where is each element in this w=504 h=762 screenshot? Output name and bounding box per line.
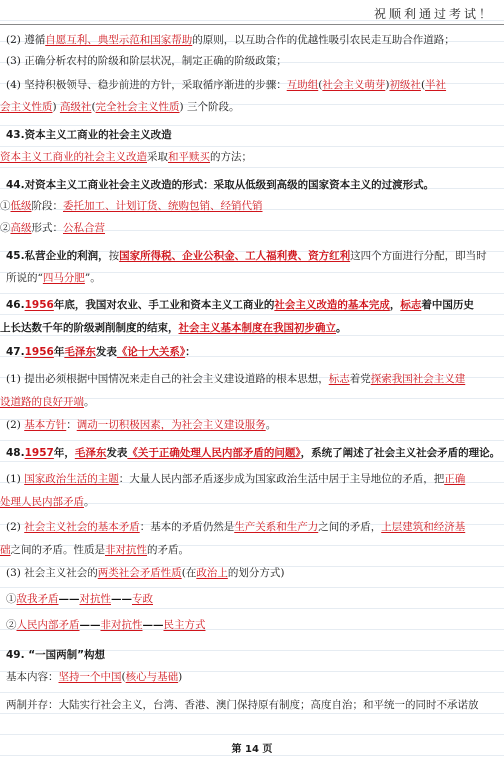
text-segment: 年， [53, 447, 75, 459]
highlighted-term: 核心与基础 [125, 671, 179, 683]
text-segment: 按 [108, 250, 120, 262]
text-line [0, 543, 504, 557]
text-segment: (2) [6, 419, 25, 431]
text-line [0, 495, 504, 509]
highlighted-term: 《论十大关系》 [116, 346, 186, 358]
highlighted-term: 互助组 [286, 79, 319, 91]
highlighted-term: 四马分肥 [42, 272, 85, 284]
text-segment: ② [0, 222, 11, 234]
text-segment: ① [0, 200, 11, 212]
highlighted-term: 标志 [400, 299, 422, 311]
text-line [0, 395, 504, 409]
text-segment: (1) 提出必须根据中国情况来走自己的社会主义建设道路的根本思想， [6, 373, 329, 385]
text-segment: 之间的矛盾。性质是 [10, 544, 105, 556]
text-line [0, 472, 504, 486]
text-line [0, 345, 504, 359]
text-line [0, 321, 504, 335]
text-segment: ① [6, 593, 17, 605]
highlighted-term: 资本主义工商业的社会主义改造 [0, 151, 147, 163]
highlighted-term: 两类社会矛盾性质 [97, 567, 182, 579]
header-rule [0, 24, 504, 25]
text-line [0, 670, 504, 684]
text-segment: 。 [84, 396, 95, 408]
text-segment: 年底，我国对农业、手工业和资本主义工商业的 [53, 299, 275, 311]
highlighted-term: 1957 [24, 447, 54, 459]
highlighted-term: 初级社 [389, 79, 421, 91]
text-line [0, 566, 504, 580]
text-segment: 发表 [95, 346, 117, 358]
text-segment: 49. “一国两制”构想 [6, 649, 106, 661]
text-segment: ) [178, 671, 183, 683]
text-line [0, 128, 504, 142]
text-segment: 。 [336, 322, 347, 334]
text-line [0, 54, 504, 68]
text-segment: ( [318, 79, 323, 91]
text-segment: (3) 正确分析农村的阶级和阶层状况，制定正确的阶级政策； [6, 55, 287, 67]
text-segment: 。 [84, 496, 95, 508]
text-segment: 48. [6, 447, 25, 459]
highlighted-term: 敌我矛盾 [16, 593, 59, 605]
text-line [0, 33, 504, 47]
highlighted-term: 国家所得税、企业公积金、工人福利费、资方红利 [119, 250, 351, 262]
text-segment: (4) 坚持积极领导、稳步前进的方针，采取循序渐进的步骤： [6, 79, 287, 91]
highlighted-term: 调动一切积极因素，为社会主义建设服务 [76, 419, 266, 431]
highlighted-term: 处理人民内部矛盾 [0, 496, 84, 508]
text-segment: 着中国历史 [421, 299, 474, 311]
text-segment: 着党 [349, 373, 371, 385]
highlighted-term: 正确 [444, 473, 466, 485]
highlighted-term: 半社 [425, 79, 447, 91]
text-line [0, 249, 504, 263]
highlighted-term: 设道路的良好开端 [0, 396, 84, 408]
text-line [0, 150, 504, 164]
highlighted-term: 基本方针 [24, 419, 67, 431]
text-segment: 阶段： [31, 200, 63, 212]
highlighted-term: 国家政治生活的主题 [24, 473, 119, 485]
header-slogan: 祝顺利通过考试！ [373, 7, 494, 21]
highlighted-term: 探索我国社会主义建 [370, 373, 466, 385]
text-segment: ( [121, 671, 126, 683]
text-segment: 上长达数千年的阶级剥削制度的结束， [0, 322, 179, 334]
highlighted-term: 非对抗性 [105, 544, 147, 556]
text-line [0, 298, 504, 312]
highlighted-term: 人民内部矛盾 [16, 619, 80, 631]
highlighted-term: 《关于正确处理人民内部矛盾的问题》 [127, 447, 301, 459]
text-segment: 的矛盾。 [147, 544, 189, 556]
text-line [0, 178, 504, 192]
text-segment: 44.对资本主义工商业社会主义改造的形式：采取从低级到高级的国家资本主义的过渡形式。 [6, 179, 435, 191]
highlighted-term: 政治上 [196, 567, 228, 579]
text-segment: ( [420, 79, 426, 91]
text-line [0, 372, 504, 386]
highlighted-term: 坚持一个中国 [58, 671, 122, 683]
highlighted-term: 完全社会主义性质 [95, 101, 180, 113]
text-segment: 基本内容： [6, 671, 59, 683]
text-segment: 的原则，以互助合作的优越性吸引农民走互助合作道路； [192, 34, 455, 46]
highlighted-term: 和平赎买 [168, 151, 210, 163]
text-segment: 的方法； [210, 151, 252, 163]
text-line [0, 698, 504, 712]
text-line [0, 446, 504, 460]
text-line [0, 221, 504, 235]
highlighted-term: 低级 [10, 200, 32, 212]
text-segment: ) 三个阶段。 [179, 101, 240, 113]
text-segment: (1) [6, 473, 25, 485]
text-segment: ： [185, 346, 196, 358]
highlighted-term: 社会主义萌芽 [322, 79, 386, 91]
text-line [0, 418, 504, 432]
text-segment: 发表 [106, 447, 128, 459]
highlighted-term: 民主方式 [163, 619, 206, 631]
text-segment: ) [385, 79, 390, 91]
text-segment: —— [79, 619, 101, 631]
text-segment: 43.资本主义工商业的社会主义改造 [6, 129, 172, 141]
highlighted-term: 高级 [10, 222, 32, 234]
text-segment: —— [58, 593, 80, 605]
text-segment: 45.私营企业的利润， [6, 250, 109, 262]
highlighted-term: 毛泽东 [64, 346, 96, 358]
highlighted-term: 社会主义改造的基本完成 [274, 299, 390, 311]
highlighted-term: 标志 [328, 373, 350, 385]
highlighted-term: 高级社 [59, 101, 92, 113]
text-line [0, 199, 504, 213]
text-line [0, 648, 504, 662]
text-line [0, 100, 504, 114]
text-segment: 形式： [31, 222, 63, 234]
text-segment: (3) 社会主义社会的 [6, 567, 98, 579]
text-segment: 两制并存：大陆实行社会主义，台湾、香港、澳门保持原有制度；高度自治；和平统一的同时不承诺放 [6, 699, 479, 711]
text-segment: ) [52, 101, 60, 113]
text-segment: 所说的“ [6, 272, 43, 284]
text-segment: (在 [181, 567, 197, 579]
text-segment: ”。 [84, 272, 101, 284]
text-segment: ， [389, 299, 401, 311]
highlighted-term: 公私合营 [63, 222, 105, 234]
text-segment: ：基本的矛盾仍然是 [139, 521, 235, 533]
text-segment: 的划分方式) [227, 567, 285, 579]
text-segment: —— [142, 619, 164, 631]
highlighted-term: 生产关系和生产力 [234, 521, 319, 533]
text-segment: 。 [265, 419, 277, 431]
text-segment: ： [66, 419, 77, 431]
text-line [0, 78, 504, 92]
text-segment: 47. [6, 346, 25, 358]
highlighted-term: 社会主义基本制度在我国初步确立 [178, 322, 336, 334]
text-segment: —— [111, 593, 132, 605]
highlighted-term: 自愿互利、典型示范和国家帮助 [45, 34, 193, 46]
text-segment: ( [91, 101, 96, 113]
text-line [0, 592, 504, 606]
highlighted-term: 础 [0, 544, 11, 556]
text-segment: ，系统了阐述了社会主义社会矛盾的理论。 [300, 447, 501, 459]
text-segment: (2) [6, 521, 25, 533]
text-segment: ：大量人民内部矛盾逐步成为国家政治生活中居于主导地位的矛盾，把 [118, 473, 445, 485]
text-line [0, 271, 504, 285]
text-line [0, 618, 504, 632]
highlighted-term: 社会主义社会的基本矛盾 [24, 521, 140, 533]
text-segment: 采取 [147, 151, 168, 163]
highlighted-term: 对抗性 [79, 593, 111, 605]
text-segment: 46. [6, 299, 25, 311]
highlighted-term: 委托加工、计划订货、统购包销、经销代销 [63, 200, 263, 212]
highlighted-term: 1956 [24, 299, 54, 311]
highlighted-term: 专政 [132, 593, 153, 605]
text-segment: (2) 遵循 [6, 34, 46, 46]
text-segment: 年 [53, 346, 65, 358]
text-segment: ② [6, 619, 17, 631]
highlighted-term: 1956 [24, 346, 54, 358]
page-number: 第 14 页 [231, 744, 273, 755]
highlighted-term: 非对抗性 [100, 619, 143, 631]
text-line [0, 520, 504, 534]
highlighted-term: 毛泽东 [74, 447, 107, 459]
text-segment: 这四个方面进行分配，即当时 [350, 250, 487, 262]
highlighted-term: 会主义性质 [0, 101, 53, 113]
highlighted-term: 上层建筑和经济基 [381, 521, 466, 533]
text-segment: 之间的矛盾， [318, 521, 382, 533]
